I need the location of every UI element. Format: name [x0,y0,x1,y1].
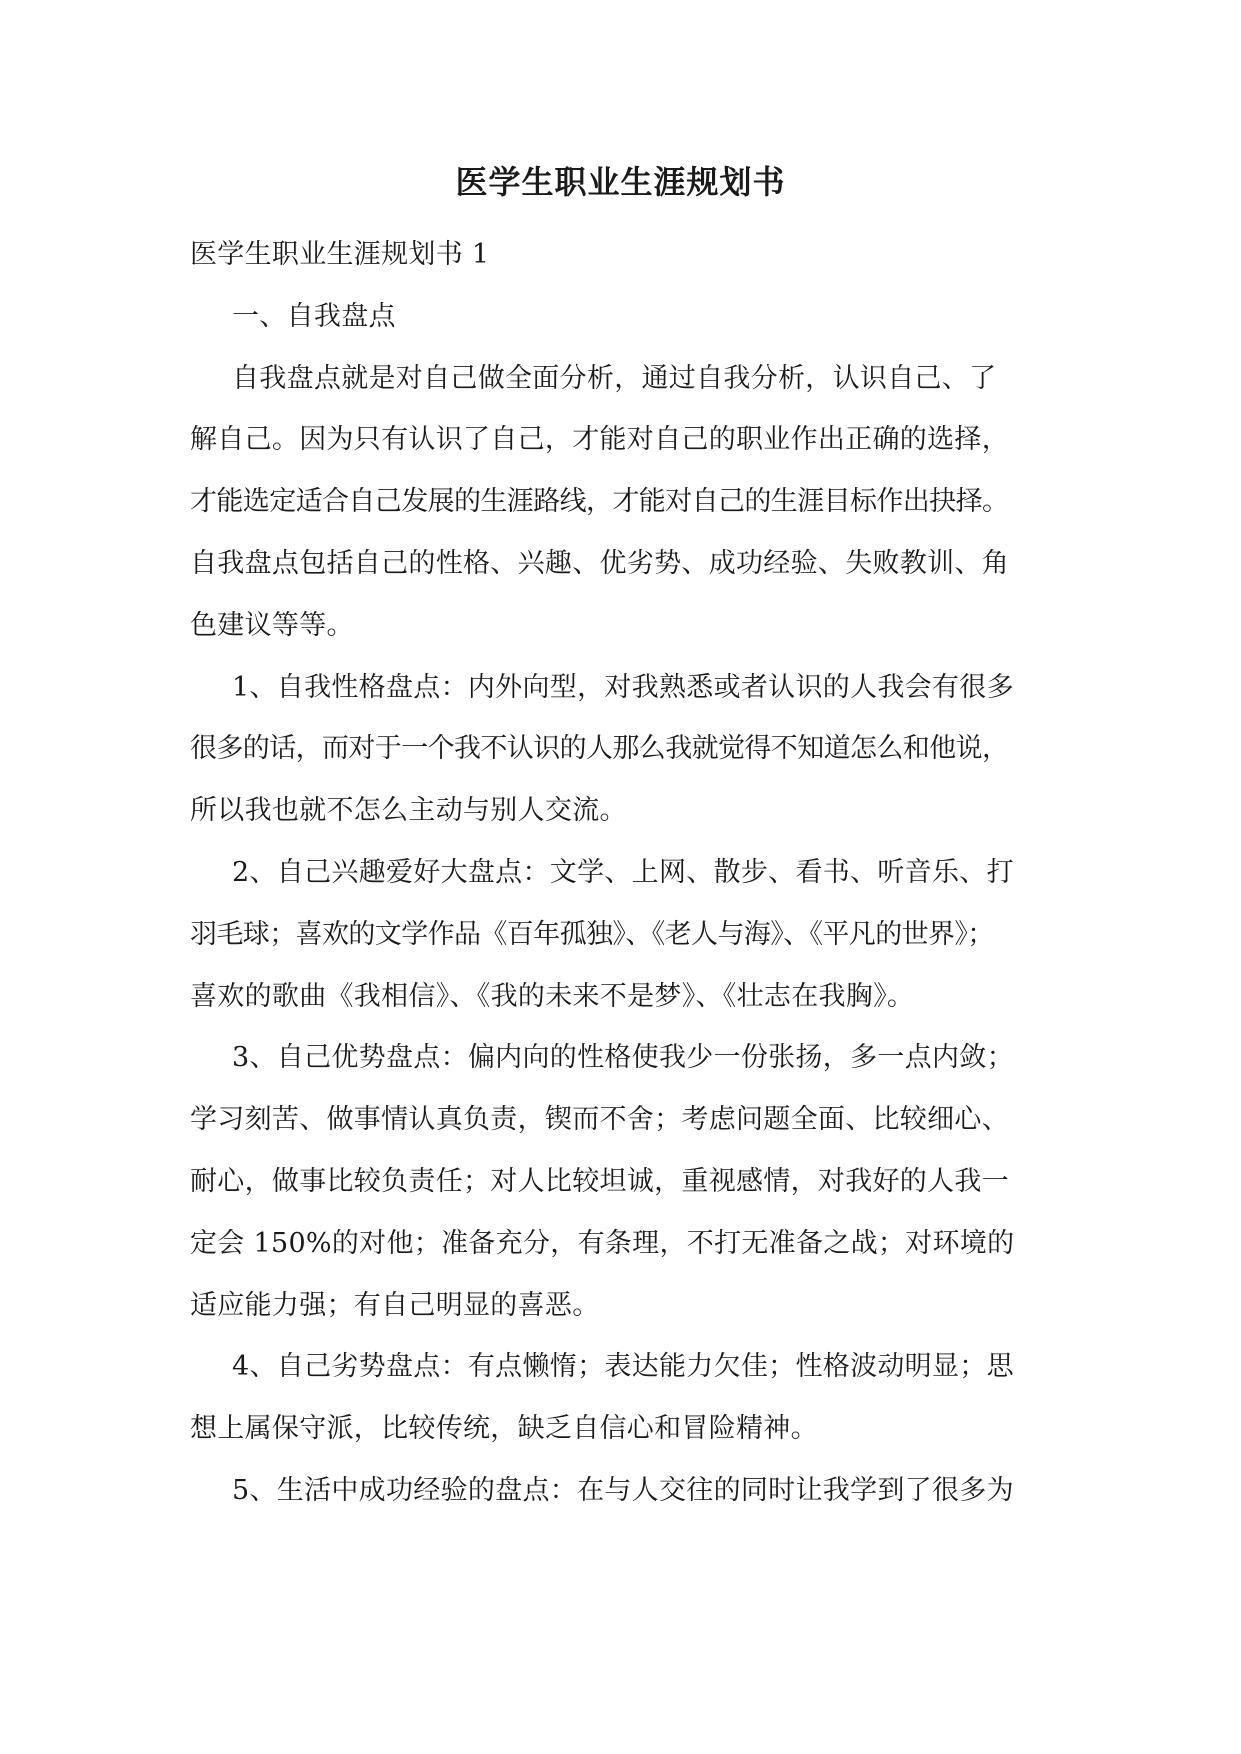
paragraph-line: 1、自我性格盘点：内外向型，对我熟悉或者认识的人我会有很多 [232,671,1014,703]
paragraph-line: 所以我也就不怎么主动与别人交流。 [190,795,627,827]
paragraph-line: 自我盘点就是对自己做全面分析，通过自我分析，认识自己、了 [232,362,997,394]
paragraph-line: 解自己。因为只有认识了自己，才能对自己的职业作出正确的选择， [190,424,1009,456]
paragraph-line: 2、自己兴趣爱好大盘点：文学、上网、散步、看书、听音乐、打 [232,856,1014,888]
paragraph-line: 羽毛球；喜欢的文学作品《百年孤独》、《老人与海》、《平凡的世界》； [190,918,994,950]
paragraph-line: 定会 150%的对他；准备充分，有条理，不打无准备之战；对环境的 [190,1227,1015,1259]
paragraph-line: 适应能力强；有自己明显的喜恶。 [190,1289,600,1321]
subsection-heading: 一、自我盘点 [232,300,396,332]
document-body [190,224,1070,1522]
section-heading: 医学生职业生涯规划书 1 [190,239,490,270]
paragraph-line: 自我盘点包括自己的性格、兴趣、优劣势、成功经验、失败教训、角 [190,547,1009,579]
paragraph-line: 耐心，做事比较负责任；对人比较坦诚，重视感情，对我好的人我一 [190,1165,1009,1197]
paragraph-line: 才能选定适合自己发展的生涯路线，才能对自己的生涯目标作出抉择。 [190,486,1009,518]
paragraph-line: 喜欢的歌曲《我相信》、《我的未来不是梦》、《壮志在我胸》。 [190,980,915,1012]
paragraph-line: 学习刻苦、做事情认真负责，锲而不舍；考虑问题全面、比较细心、 [190,1104,1009,1136]
paragraph-line: 5、生活中成功经验的盘点：在与人交往的同时让我学到了很多为 [232,1474,1014,1506]
paragraph-line: 3、自己优势盘点：偏内向的性格使我少一份张扬，多一点内敛； [232,1042,1014,1074]
paragraph-line: 4、自己劣势盘点：有点懒惰；表达能力欠佳；性格波动明显；思 [232,1351,1014,1383]
paragraph-line: 想上属保守派，比较传统，缺乏自信心和冒险精神。 [190,1413,818,1445]
paragraph-line: 很多的话，而对于一个我不认识的人那么我就觉得不知道怎么和他说， [190,733,1009,765]
document-title: 医学生职业生涯规划书 [455,163,786,201]
paragraph-line: 色建议等等。 [190,609,354,641]
